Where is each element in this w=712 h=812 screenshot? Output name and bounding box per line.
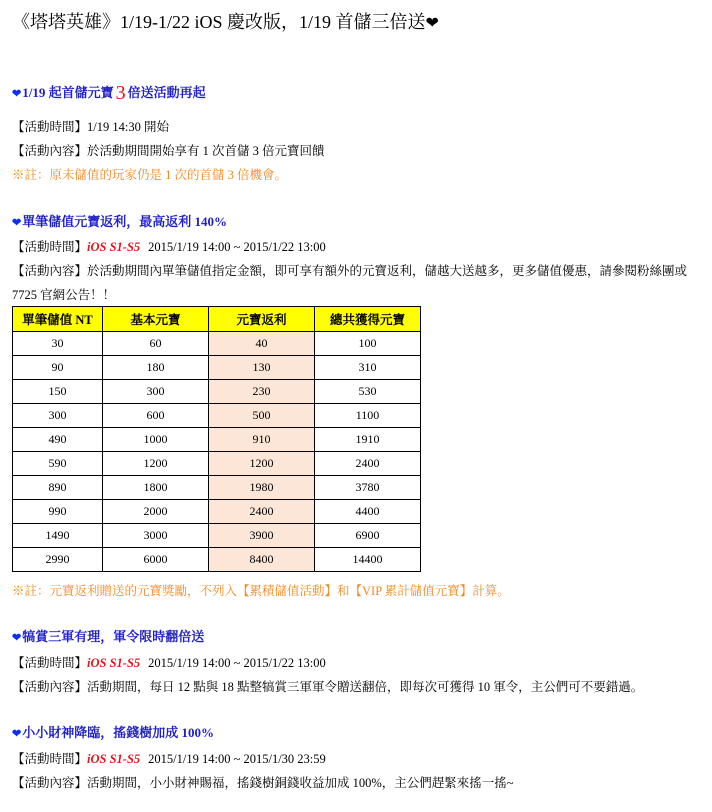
table-row — [13, 452, 421, 476]
section4-heading: ❤小小財神降臨，搖錢樹加成 100% — [12, 725, 214, 740]
highlight-number: 3 — [115, 82, 126, 104]
table-cell: 4400 — [315, 500, 421, 524]
table-cell: 500 — [209, 404, 315, 428]
table-row — [13, 524, 421, 548]
table-cell: 40 — [209, 332, 315, 356]
table-cell: 150 — [13, 380, 103, 404]
section4-content: 【活動內容】活動期間，小小財神賜福，搖錢樹銅錢收益加成 100%，主公們趕緊來搖一搖~ — [12, 776, 514, 790]
heart-icon: ❤ — [12, 88, 22, 100]
table-cell: 990 — [13, 500, 103, 524]
table-header-cell: 基本元寶 — [103, 307, 209, 332]
section1-content: 【活動內容】於活動期間開始享有 1 次首儲 3 倍元寶回饋 — [12, 144, 325, 158]
table-cell: 1490 — [13, 524, 103, 548]
table-header-cell: 總共獲得元寶 — [315, 307, 421, 332]
table-cell: 60 — [103, 332, 209, 356]
table-cell: 1910 — [315, 428, 421, 452]
section2-note: ※註：元寶返利贈送的元寶獎勵，不列入【累積儲值活動】和【VIP 累計儲值元寶】計算。 — [12, 584, 510, 598]
table-cell: 1980 — [209, 476, 315, 500]
section3-heading: ❤犒賞三軍有理，軍令限時翻倍送 — [12, 629, 205, 644]
table-cell: 890 — [13, 476, 103, 500]
table-cell: 6000 — [103, 548, 209, 572]
table-cell: 530 — [315, 380, 421, 404]
table-cell: 30 — [13, 332, 103, 356]
table-cell: 1200 — [103, 452, 209, 476]
table-header-row — [13, 307, 421, 332]
table-cell: 300 — [103, 380, 209, 404]
table-header-cell: 元寶返利 — [209, 307, 315, 332]
table-cell: 2990 — [13, 548, 103, 572]
table-cell: 2000 — [103, 500, 209, 524]
rebate-table — [12, 306, 421, 572]
table-row — [13, 332, 421, 356]
table-cell: 14400 — [315, 548, 421, 572]
table-cell: 8400 — [209, 548, 315, 572]
section2-heading: ❤單筆儲值元寶返利，最高返利 140% — [12, 214, 227, 229]
table-cell: 6900 — [315, 524, 421, 548]
table-cell: 100 — [315, 332, 421, 356]
table-cell: 1800 — [103, 476, 209, 500]
heart-icon: ❤ — [12, 217, 22, 229]
table-cell: 490 — [13, 428, 103, 452]
table-row — [13, 356, 421, 380]
heart-icon: ❤ — [12, 728, 22, 740]
table-cell: 180 — [103, 356, 209, 380]
table-row — [13, 428, 421, 452]
page-title — [12, 10, 439, 36]
heart-icon: ❤ — [425, 15, 439, 32]
section1-note: ※註：原未儲值的玩家仍是 1 次的首儲 3 倍機會。 — [12, 168, 288, 182]
page-title-text: 《塔塔英雄》1/19-1/22 iOS 慶改版，1/19 首儲三倍送 — [12, 12, 426, 32]
table-header-cell: 單筆儲值 NT — [13, 307, 103, 332]
section2-time: 【活動時間】iOS S1-S5 2015/1/19 14:00 ~ 2015/1/22 13:00 — [12, 240, 326, 254]
table-row — [13, 500, 421, 524]
table-cell: 1100 — [315, 404, 421, 428]
table-cell: 3000 — [103, 524, 209, 548]
section4-time: 【活動時間】iOS S1-S5 2015/1/19 14:00 ~ 2015/1/30 23:59 — [12, 752, 326, 766]
table-cell: 3780 — [315, 476, 421, 500]
platform-label: iOS S1-S5 — [87, 656, 141, 670]
table-cell: 310 — [315, 356, 421, 380]
heart-icon: ❤ — [12, 632, 22, 644]
table-cell: 1200 — [209, 452, 315, 476]
section3-content: 【活動內容】活動期間，每日 12 點與 18 點整犒賞三軍軍令贈送翻倍，即每次可獲得 10 軍令，主公們可不要錯過。 — [12, 680, 644, 694]
table-cell: 590 — [13, 452, 103, 476]
section1-time: 【活動時間】1/19 14:30 開始 — [12, 120, 169, 134]
table-cell: 3900 — [209, 524, 315, 548]
table-cell: 1000 — [103, 428, 209, 452]
table-row — [13, 548, 421, 572]
table-cell: 2400 — [315, 452, 421, 476]
section2-content: 【活動內容】於活動期間內單筆儲值指定金額，即可享有額外的元寶返利，儲越大送越多，更多儲值優惠，請參閱粉絲團或 7725 官網公告！！ — [12, 264, 688, 302]
table-cell: 90 — [13, 356, 103, 380]
table-cell: 130 — [209, 356, 315, 380]
table-cell: 230 — [209, 380, 315, 404]
section3-time: 【活動時間】iOS S1-S5 2015/1/19 14:00 ~ 2015/1/22 13:00 — [12, 656, 326, 670]
table-cell: 2400 — [209, 500, 315, 524]
table-cell: 300 — [13, 404, 103, 428]
table-cell: 910 — [209, 428, 315, 452]
platform-label: iOS S1-S5 — [87, 240, 141, 254]
table-row — [13, 404, 421, 428]
table-cell: 600 — [103, 404, 209, 428]
section1-heading: ❤1/19 起首儲元寶 3 倍送活動再起 — [12, 82, 206, 104]
table-row — [13, 476, 421, 500]
table-row — [13, 380, 421, 404]
platform-label: iOS S1-S5 — [87, 752, 141, 766]
